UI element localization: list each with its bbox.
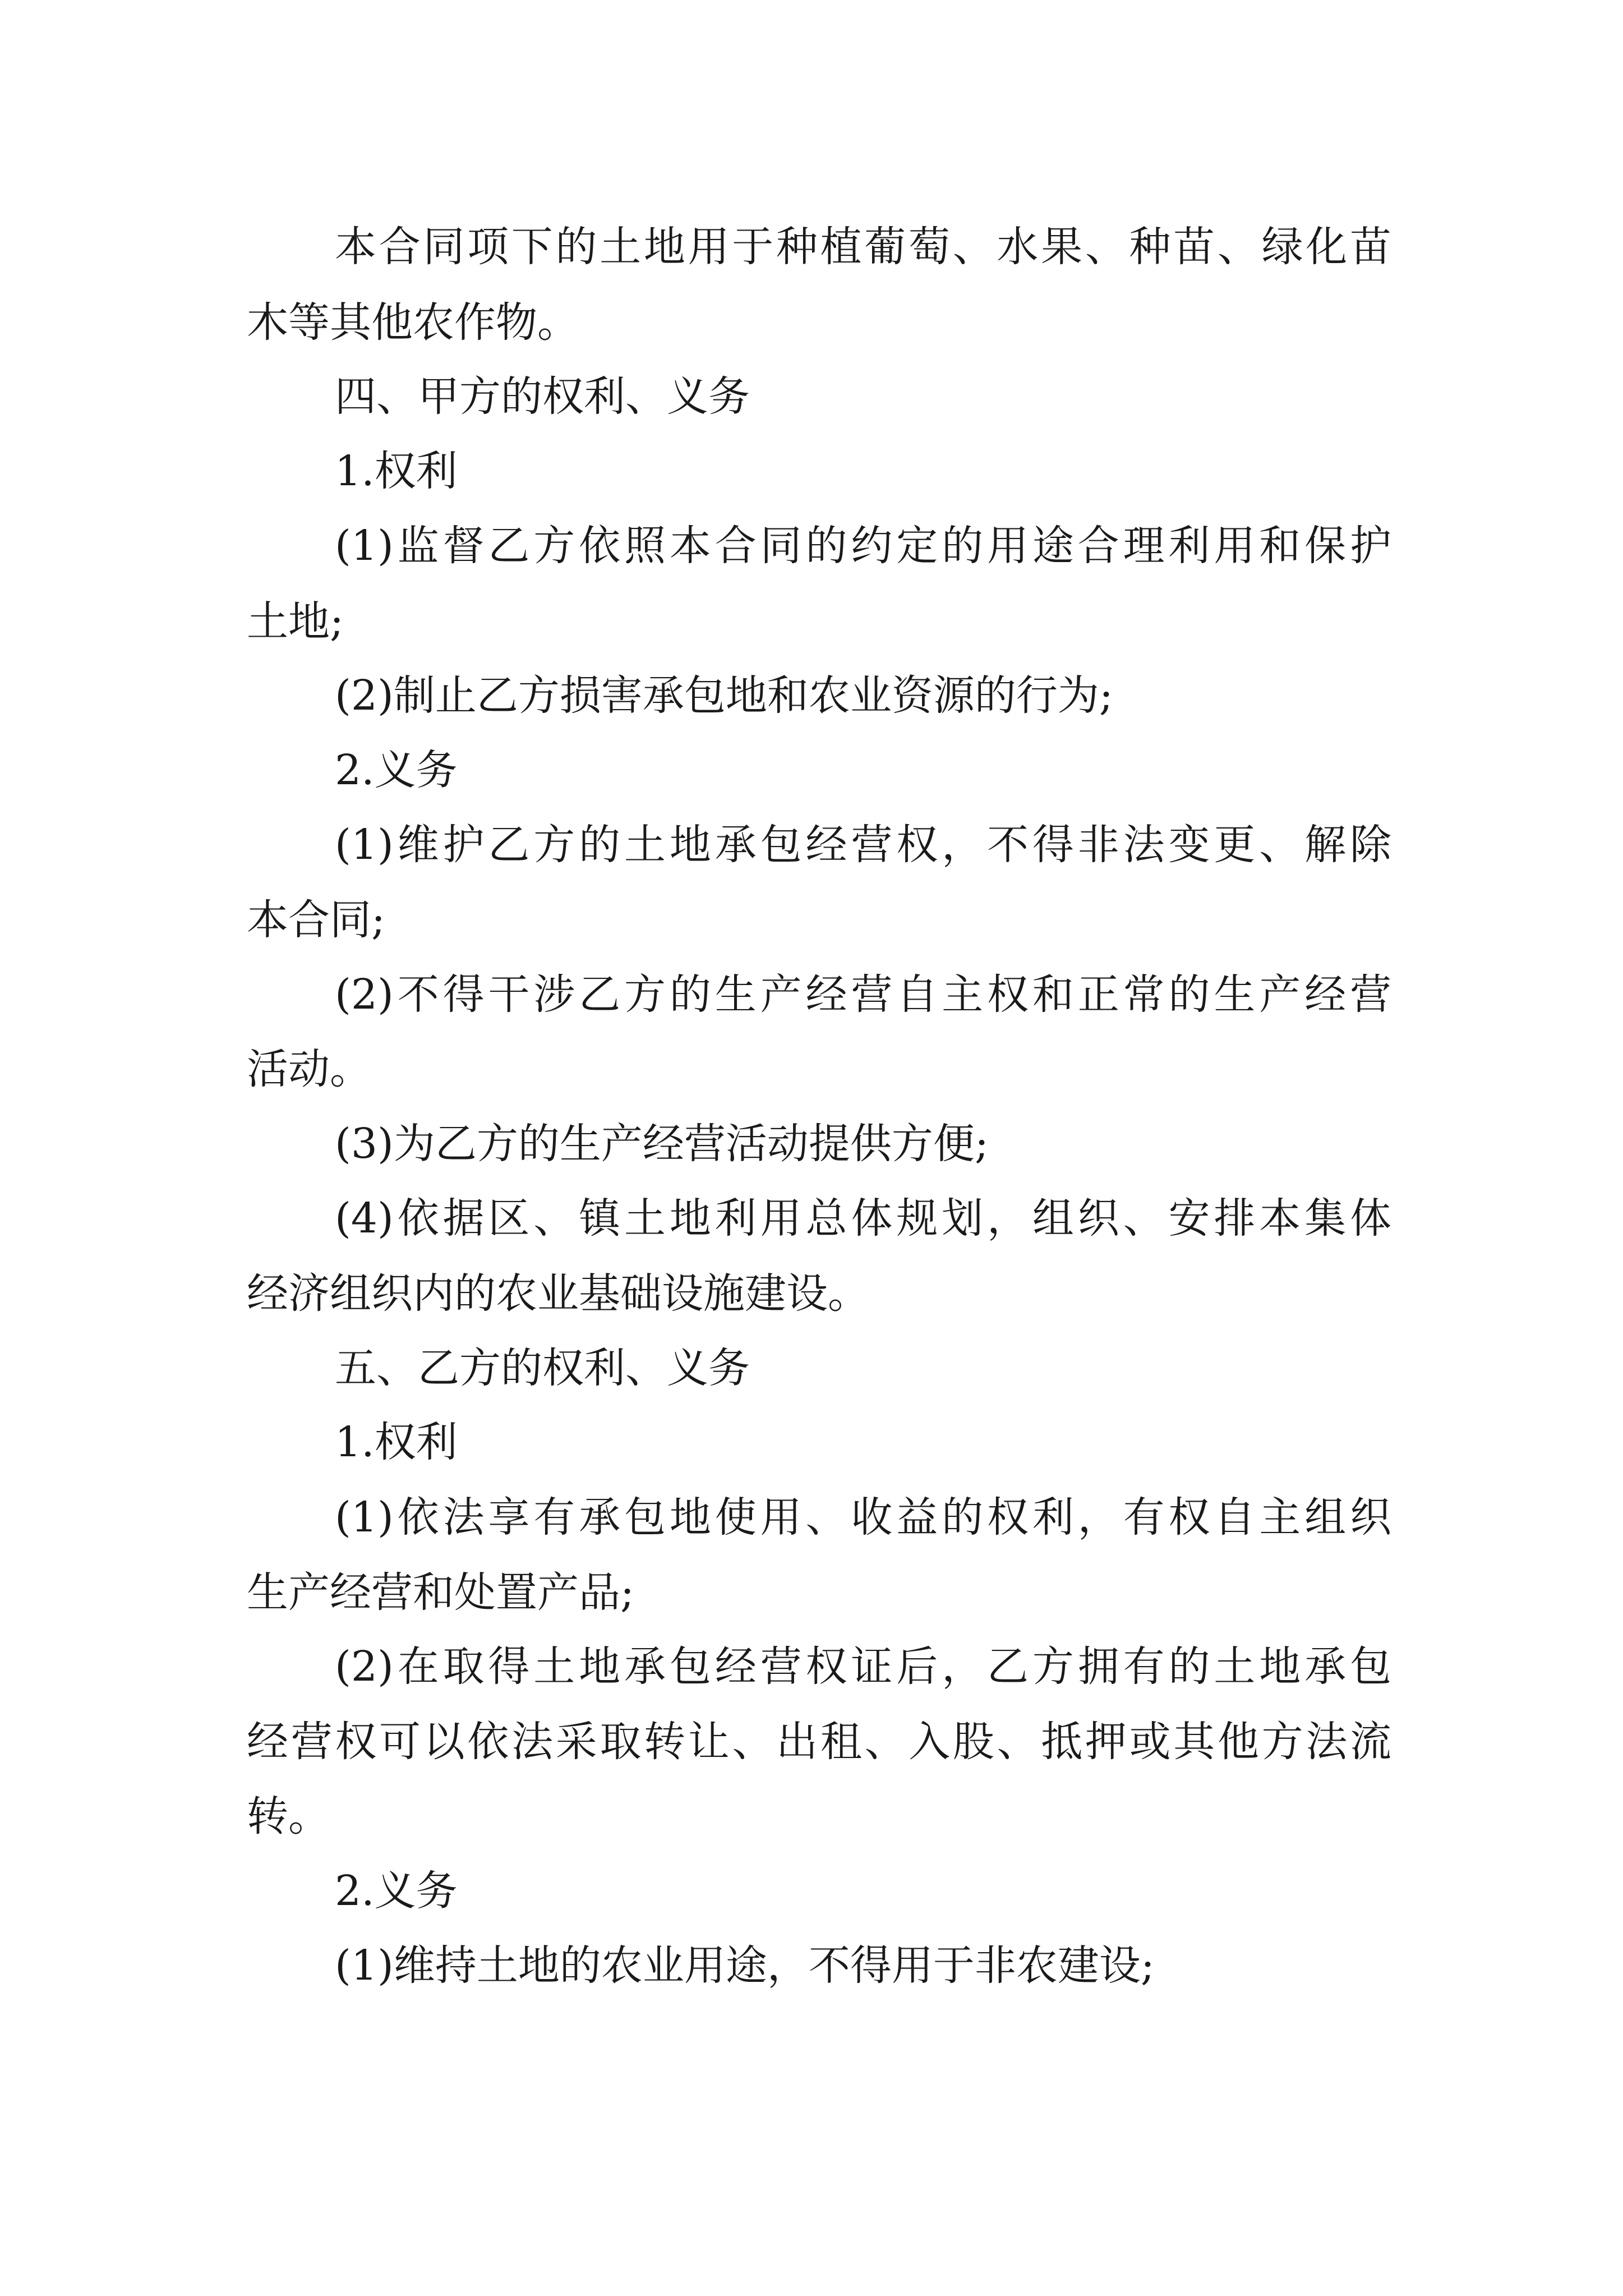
list-item-line: (1)维护乙方的土地承包经营权，不得非法变更、解除 <box>335 821 1391 869</box>
subheading-obligations: 2.义务 <box>335 746 458 794</box>
list-item-line: (1)监督乙方依照本合同的约定的用途合理利用和保护 <box>335 522 1391 570</box>
subheading-rights: 1.权利 <box>335 447 458 495</box>
section-heading-five: 五、乙方的权利、义务 <box>335 1344 750 1392</box>
list-item-line: 经济组织内的农业基础设施建设。 <box>247 1269 869 1318</box>
list-item-line: 本合同; <box>247 896 385 944</box>
list-item-line: 经营权可以依法采取转让、出租、入股、抵押或其他方法流 <box>247 1718 1391 1766</box>
list-item-line: (3)为乙方的生产经营活动提供方便; <box>335 1120 989 1168</box>
paragraph-line-2: 木等其他农作物。 <box>247 298 579 347</box>
paragraph-line-1: 本合同项下的土地用于种植葡萄、水果、种苗、绿化苗 <box>335 223 1391 271</box>
subheading-obligations: 2.义务 <box>335 1867 458 1915</box>
list-item-line: (4)依据区、镇土地利用总体规划，组织、安排本集体 <box>335 1194 1391 1243</box>
list-item-line: 活动。 <box>247 1045 371 1093</box>
list-item-line: 土地; <box>247 597 344 646</box>
list-item-line: (1)依法享有承包地使用、收益的权利，有权自主组织 <box>335 1493 1391 1542</box>
subheading-rights: 1.权利 <box>335 1418 458 1466</box>
list-item-line: (1)维持土地的农业用途，不得用于非农建设; <box>335 1941 1155 1990</box>
list-item-line: (2)在取得土地承包经营权证后，乙方拥有的土地承包 <box>335 1642 1391 1691</box>
list-item-line: 生产经营和处置产品; <box>247 1568 634 1617</box>
section-heading-four: 四、甲方的权利、义务 <box>335 372 750 421</box>
list-item-line: 转。 <box>247 1792 330 1841</box>
list-item-line: (2)制止乙方损害承包地和农业资源的行为; <box>335 671 1113 720</box>
list-item-line: (2)不得干涉乙方的生产经营自主权和正常的生产经营 <box>335 970 1391 1019</box>
